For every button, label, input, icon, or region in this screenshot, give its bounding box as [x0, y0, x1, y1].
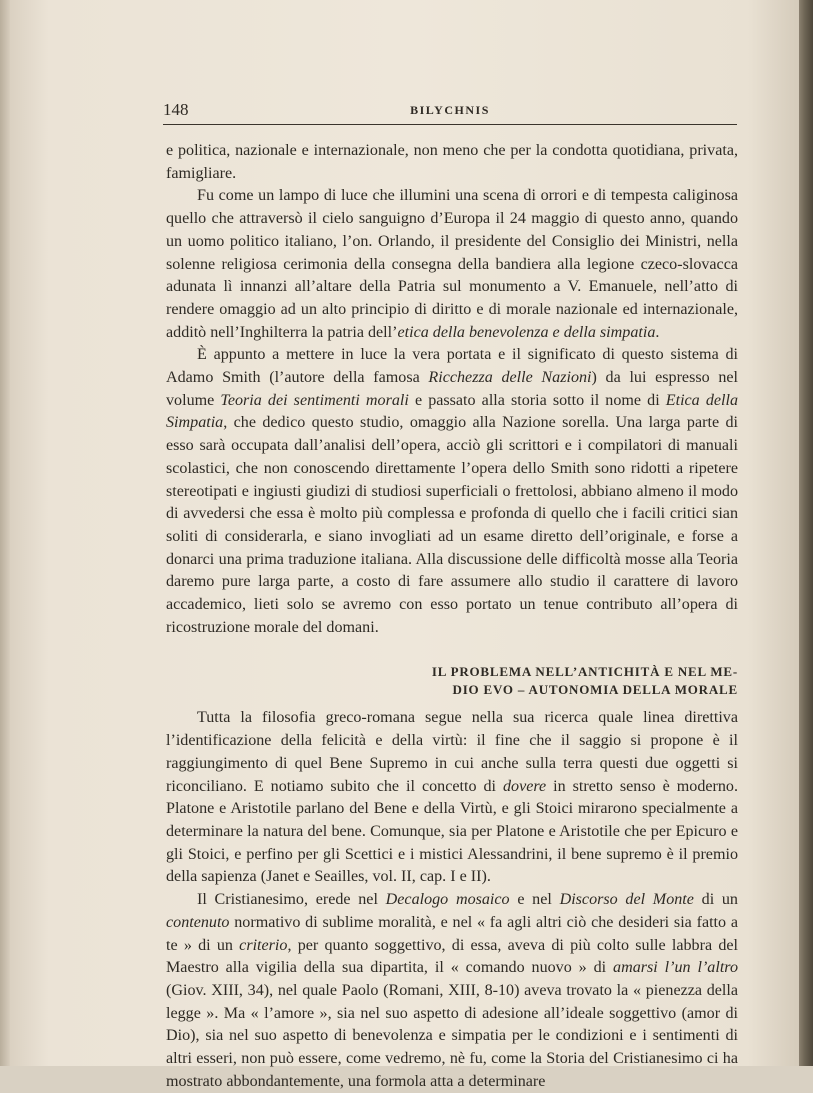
text-run: (Giov. XIII, 34), nel quale Paolo (Romani, XIII, 8-10) aveva trovato la « pienezza della legge ». Ma « l’amore », sia nel suo aspetto di adesione all’ideale soggettivo (amor di Dio), sia nel suo aspetto di benevolenza e simpatia per le condizioni e i sentimenti di altri esseri, non può essere, come vedremo, nè fu, come la Storia del Cristianesimo ci ha mostrato abbondantemente, una formola atta a determinare — [166, 981, 738, 1090]
paragraph-group-section — [166, 707, 738, 1093]
book-spine-shadow — [799, 0, 813, 1066]
italic-text: contenuto — [166, 913, 230, 931]
paragraph — [166, 140, 738, 185]
text-run: in stretto senso è moderno. Platone e Aristotile parlano del Bene e della Virtù, e gli Stoici mirarono specialmente a determinare la natura del bene. Comunque, sia per Platone e Aristotile che per Epicuro e gli Stoici, e perfino per gli Scettici e i mistici Alessandrini, il bene supremo è il premio della sapienza (Janet e Seailles, vol. II, cap. I e II). — [166, 777, 738, 886]
text-run: Tutta la filosofia greco-romana segue nella sua ricerca quale linea direttiva l’identificazione della felicità e della virtù: il fine che il saggio si propone è il raggiungimento di quel Bene Supremo in cui anche sulla terra questi due oggetti si riconciliano. E notiamo subito che il concetto di — [166, 709, 738, 795]
text-run: È appunto a mettere in luce la vera portata e il significato di questo sistema di Adamo Smith (l’autore della famosa — [166, 346, 738, 387]
text-run: di un — [693, 891, 738, 909]
text-run: normativo di sublime moralità, e nel « fa agli altri ciò che desideri sia fatto a te » di un — [166, 913, 738, 954]
paragraph — [166, 707, 738, 889]
page-header — [163, 100, 737, 122]
text-run: Fu come un lampo di luce che illumini una scena di orrori e di tempesta caliginosa quello che attraversò il cielo sanguigno d’Europa il 24 maggio di questo anno, quando un uomo politico italiano, l’on. Orlando, il presidente del Consiglio dei Ministri, nella solenne religiosa cerimonia della consegna della bandiera alla legione czeco-slovacca adunata lì innanzi all’altare della Patria sul monumento a V. Emanuele, nell’atto di rendere omaggio ad un alto principio di diritto e di morale nazionale ed internazionale, additò nell’Inghilterra la patria dell’ — [166, 187, 738, 341]
text-run: , che dedico questo studio, omaggio alla Nazione sorella. Una larga parte di esso sarà occupata dall’analisi dell’opera, acciò gli scrittori e i compilatori di manuali scolastici, che non conoscendo direttamente l’opera dello Smith sono ridotti a ripetere stereotipati e ingiusti giudizi di studiosi superficiali o frettolosi, abbiano almeno il modo di avvedersi che essa è molto più complessa e profonda di quello che i facili critici sian soliti di considerarla, e siano invogliati ad un esame diretto dell’originale, e forse a donarci una prima traduzione italiana. Alla discussione delle difficoltà mosse alla Teoria daremo pure larga parte, a costo di fare assumere allo studio il carattere di lavoro accademico, lieti solo se avremo con esso portato un tenue contributo all’opera di ricostruzione morale del domani. — [166, 414, 738, 636]
paragraph-group-intro — [166, 140, 738, 639]
running-title: BILYCHNIS — [410, 103, 490, 117]
body-text — [166, 140, 738, 1093]
italic-text: Decalogo mosaico — [385, 891, 510, 909]
text-run: Il Cristianesimo, erede nel — [197, 891, 386, 909]
italic-text: amarsi l’un l’altro — [613, 959, 738, 977]
page-left-edge — [0, 0, 10, 1066]
paragraph — [166, 344, 738, 639]
text-run: . — [655, 323, 660, 341]
italic-text: Etica della Simpatia — [166, 391, 739, 432]
italic-text: criterio — [239, 936, 288, 954]
text-run: e nel — [509, 891, 560, 909]
italic-text: Discorso del Monte — [559, 891, 694, 909]
paragraph — [166, 185, 738, 344]
page-number: 148 — [163, 100, 189, 119]
header-rule — [163, 124, 737, 125]
text-run: e politica, nazionale e internazionale, non meno che per la condotta quotidiana, privata, famigliare. — [166, 142, 738, 182]
text-run: e passato alla storia sotto il nome di — [408, 391, 666, 409]
text-run: , per quanto soggettivo, di essa, aveva di più colto sulle labbra del Maestro alla vigilia della sua dipartita, il « comando nuovo » di — [166, 936, 738, 977]
paragraph — [166, 889, 738, 1093]
italic-text: Teoria dei sentimenti morali — [220, 391, 409, 409]
italic-text: etica della benevolenza e della simpatia — [397, 323, 656, 341]
text-run: ) da lui espresso nel volume — [166, 369, 738, 409]
italic-text: Ricchezza delle Nazioni — [428, 369, 592, 387]
section-heading-line-2: DIO EVO – AUTONOMIA DELLA MORALE — [452, 682, 738, 698]
italic-text: dovere — [502, 777, 547, 795]
section-heading — [166, 663, 738, 699]
section-heading-line-1: IL PROBLEMA NELL’ANTICHITÀ E NEL ME- — [431, 664, 738, 680]
